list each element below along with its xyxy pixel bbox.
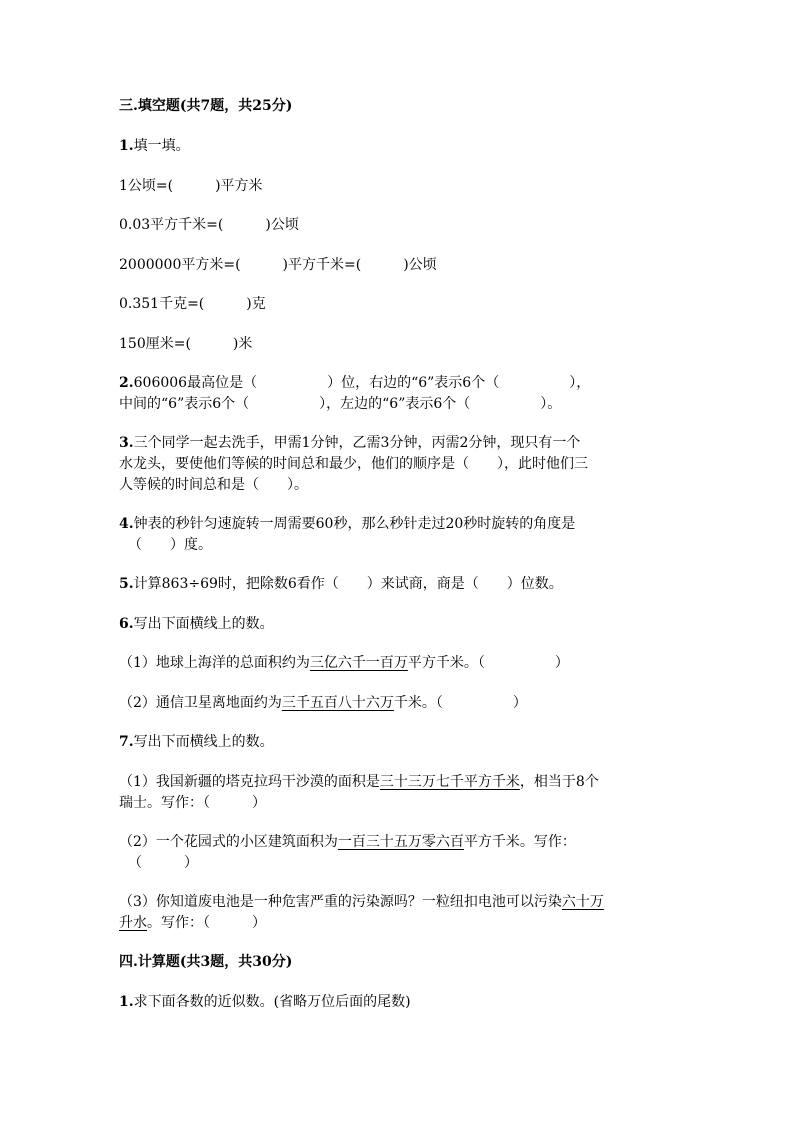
sub-text-end: 平方千米。（ ） <box>407 655 569 671</box>
question-7-sub-3-line-2 <box>119 913 266 933</box>
underlined-number-words: 三亿六千一百万 <box>309 655 408 671</box>
question-3-line-2: 水龙头，要使他们等候的时间总和最少，他们的顺序是（ ），此时他们三 <box>119 456 588 472</box>
question-text: 三个同学一起去洗手，甲需1分钟，乙需3分钟，丙需2分钟，现只有一个 <box>133 435 581 451</box>
question-1 <box>119 136 190 156</box>
sub-text: （1）地球上海洋的总面积约为 <box>119 655 310 671</box>
q1-item-5: 150厘米=( )米 <box>119 336 253 352</box>
question-text: 606006最高位是（ ）位，右边的“6”表示6个（ ）， <box>133 375 591 391</box>
underlined-number-words: 一百三十五万零六百 <box>337 834 464 850</box>
question-text: 写出下而横线上的数。 <box>133 734 274 750</box>
question-7 <box>119 732 274 752</box>
sub-text: （2）通信卫星离地面约为 <box>119 695 282 711</box>
underlined-number-words: 升水 <box>119 915 147 931</box>
question-6-sub-1 <box>119 653 569 673</box>
sub-text-end: 千米。（ ） <box>393 695 527 711</box>
question-text: 钟表的秒针匀速旋转一周需要60秒，那么秒针走过20秒时旋转的角度是 <box>133 516 576 532</box>
q1-item-1: 1公顷=( )平方米 <box>119 178 263 194</box>
q1-item-3: 2000000平方米=( )平方千米=( )公顷 <box>119 257 437 273</box>
question-text: 求下面各数的近似数。(省略万位后面的尾数) <box>133 994 411 1010</box>
underlined-number-words: 三千五百八十六万 <box>281 695 394 711</box>
question-3 <box>119 433 580 453</box>
question-2 <box>119 373 590 393</box>
sub-text-end: 。写作：（ ） <box>147 915 266 931</box>
sub-text: （1）我国新疆的塔克拉玛干沙漠的面积是 <box>119 774 380 790</box>
question-7-sub-3 <box>119 892 604 912</box>
section-4-heading: 四.计算题(共3题，共30分) <box>119 954 293 970</box>
question-7-sub-1 <box>119 772 599 792</box>
section-4-question-1 <box>119 992 411 1012</box>
question-5 <box>119 574 563 594</box>
underlined-number-words: 三十三万七千平方千米 <box>379 774 520 790</box>
sub-text: （3）你知道废电池是一种危害严重的污染源吗？一粒纽扣电池可以污染 <box>119 894 562 910</box>
question-number: 1. <box>119 994 134 1010</box>
q1-item-4: 0.351千克=( )克 <box>119 296 266 312</box>
question-2-line-2: 中间的“6”表示6个（ ），左边的“6”表示6个（ ）。 <box>119 396 562 412</box>
question-4 <box>119 514 575 534</box>
section-3-heading: 三.填空题(共7题，共25分) <box>119 98 293 114</box>
question-number: 4. <box>119 516 134 532</box>
question-number: 2. <box>119 375 134 391</box>
question-7-sub-2-line-2: （ ） <box>128 855 198 871</box>
question-text: 写出下面横线上的数。 <box>133 616 274 632</box>
question-number: 3. <box>119 435 134 451</box>
question-7-sub-1-line-2: 瑞士。写作：（ ） <box>119 795 266 811</box>
sub-text-end: 平方千米。写作： <box>463 834 576 850</box>
question-number: 5. <box>119 576 134 592</box>
q1-item-2: 0.03平方千米=( )公顷 <box>119 217 299 233</box>
question-4-line-2: （ ）度。 <box>128 537 212 553</box>
question-number: 1. <box>119 138 134 154</box>
question-6-sub-2 <box>119 693 527 713</box>
question-text: 填一填。 <box>133 138 190 154</box>
underlined-number-words: 六十万 <box>561 894 604 910</box>
question-7-sub-2 <box>119 832 576 852</box>
question-text: 计算863÷69时，把除数6看作（ ）来试商，商是（ ）位数。 <box>133 576 563 592</box>
question-6 <box>119 614 274 634</box>
question-number: 6. <box>119 616 134 632</box>
sub-text: （2）一个花园式的小区建筑面积为 <box>119 834 338 850</box>
question-number: 7. <box>119 734 134 750</box>
sub-text-end: ，相当于8个 <box>519 774 599 790</box>
question-3-line-3: 人等候的时间总和是（ ）。 <box>119 477 308 493</box>
